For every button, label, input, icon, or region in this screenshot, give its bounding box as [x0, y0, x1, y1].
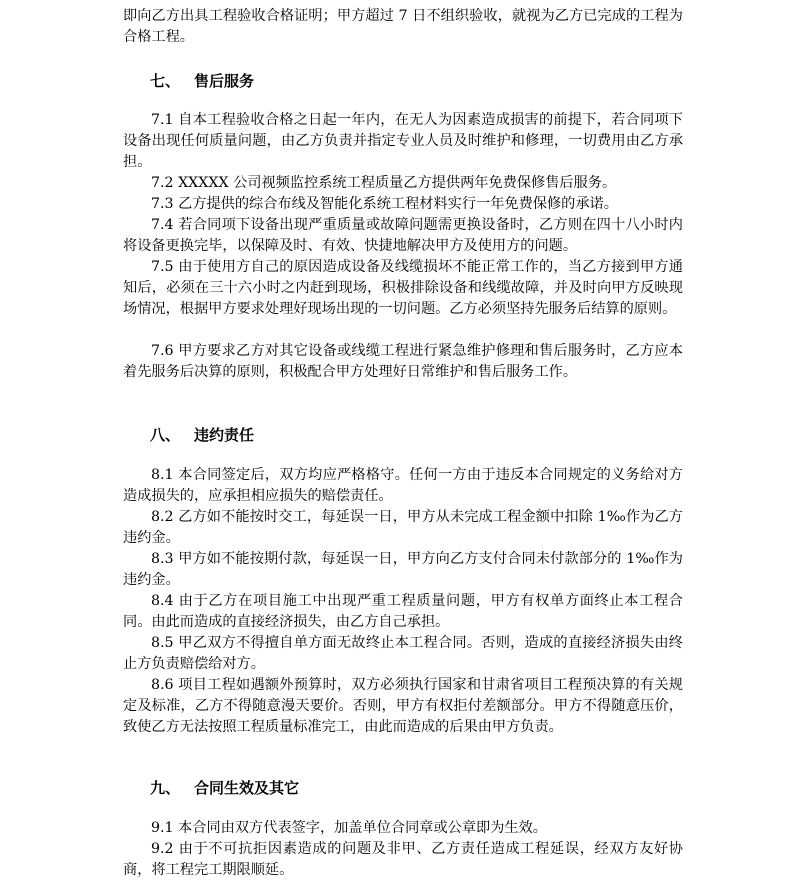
clause-7-1: 7.1 自本工程验收合格之日起一年内，在无人为因素造成损害的前提下，若合同项下设备出现任何质量问题，由乙方负责并指定专业人员及时维护和修理，一切费用由乙方承担。 — [123, 112, 683, 170]
clause-8-4: 8.4 由于乙方在项目施工中出现严重工程质量问题，甲方有权单方面终止本工程合同。由此而造成的直接经济损失，由乙方自己承担。 — [123, 593, 683, 630]
clause-8-5: 8.5 甲乙双方不得擅自单方面无故终止本工程合同。否则，造成的直接经济损失由终止方负责赔偿给对方。 — [123, 635, 683, 672]
clause-7-4: 7.4 若合同项下设备出现严重质量或故障问题需更换设备时，乙方则在四十八小时内将设备更换完毕，以保障及时、有效、快捷地解决甲方及使用方的问题。 — [123, 217, 683, 254]
section-9-title: 合同生效及其它 — [194, 779, 300, 797]
section-7-number: 七、 — [150, 72, 181, 90]
clause-8-3: 8.3 甲方如不能按期付款，每延误一日，甲方向乙方支付合同未付款部分的 1‰作为违约金。 — [123, 551, 683, 588]
section-9-number: 九、 — [150, 779, 181, 797]
clause-7-3: 7.3 乙方提供的综合布线及智能化系统工程材料实行一年免费保修的承诺。 — [151, 196, 618, 212]
section-9-heading — [150, 777, 299, 799]
clause-8-6: 8.6 项目工程如遇额外预算时，双方必须执行国家和甘肃省项目工程预决算的有关规定及标准，乙方不得随意漫天要价。否则，甲方有权拒付差额部分。甲方不得随意压价，致使乙方无法按照工程质量标准完工，由此而造成的后果由甲方负责。 — [123, 677, 683, 735]
intro-continuation: 即向乙方出具工程验收合格证明；甲方超过 7 日不组织验收，就视为乙方已完成的工程为合格工程。 — [123, 8, 683, 45]
section-8-heading — [150, 424, 254, 446]
clause-7-2: 7.2 XXXXX 公司视频监控系统工程质量乙方提供两年免费保修售后服务。 — [151, 175, 617, 191]
clause-8-1: 8.1 本合同签定后，双方均应严格格守。任何一方由于违反本合同规定的义务给对方造成损失的，应承担相应损失的赔偿责任。 — [123, 467, 683, 504]
clause-7-6: 7.6 甲方要求乙方对其它设备或线缆工程进行紧急维护修理和售后服务时，乙方应本着先服务后决算的原则，积极配合甲方处理好日常维护和售后服务工作。 — [123, 343, 683, 380]
section-8-title: 违约责任 — [194, 426, 255, 444]
section-7-heading — [150, 70, 254, 92]
section-7-title: 售后服务 — [194, 72, 255, 90]
clause-9-1: 9.1 本合同由双方代表签字，加盖单位合同章或公章即为生效。 — [151, 820, 547, 836]
clause-7-5: 7.5 由于使用方自己的原因造成设备及线缆损坏不能正常工作的，当乙方接到甲方通知后，必须在三十六小时之内赶到现场，积极排除设备和线缆故障，并及时向甲方反映现场情况，根据甲方要求处理好现场出现的一切问题。乙方必须坚持先服务后结算的原则。 — [123, 259, 683, 317]
clause-8-2: 8.2 乙方如不能按时交工，每延误一日，甲方从未完成工程金额中扣除 1‰作为乙方违约金。 — [123, 509, 683, 546]
clause-9-2: 9.2 由于不可抗拒因素造成的问题及非甲、乙方责任造成工程延误，经双方友好协商，将工程完工期限顺延。 — [123, 841, 683, 878]
section-8-number: 八、 — [150, 426, 181, 444]
